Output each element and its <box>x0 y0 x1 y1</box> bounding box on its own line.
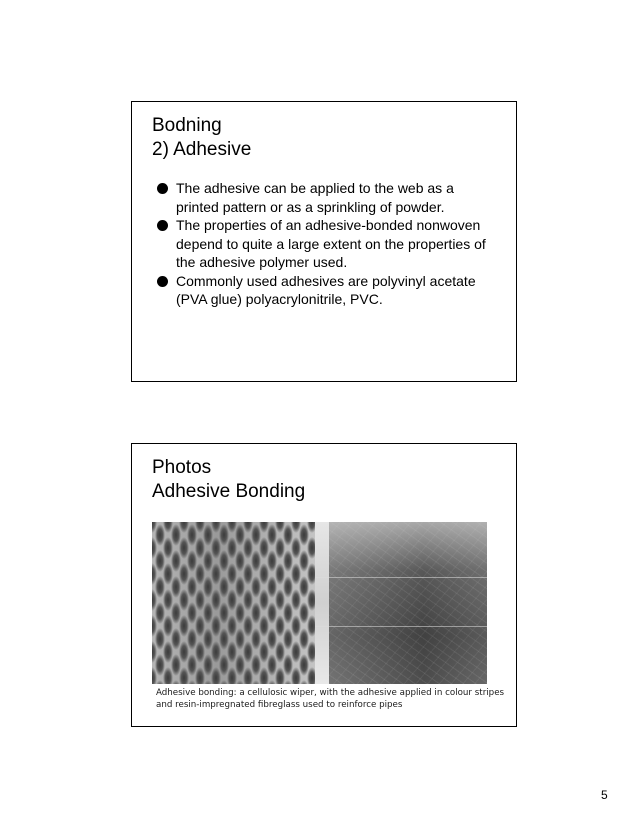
photo-scan-line <box>315 626 487 627</box>
bullet-dot-icon <box>157 183 168 194</box>
page-number: 5 <box>601 788 608 802</box>
photo-scan-line <box>315 577 487 578</box>
bullet-list <box>154 179 494 309</box>
slide-title-line-2: 2) Adhesive <box>152 139 252 160</box>
bullet-item <box>154 272 494 309</box>
bullet-text: Commonly used adhesives are polyvinyl acetate (PVA glue) polyacrylonitrile, PVC. <box>176 272 476 307</box>
bullet-dot-icon <box>157 276 168 287</box>
bullet-item <box>154 179 494 216</box>
bullet-text: The properties of an adhesive-bonded nonwoven depend to quite a large extent on the properties of the adhesive polymer used. <box>176 217 486 270</box>
slide-title <box>152 456 305 504</box>
slide-title <box>152 114 251 162</box>
slide-adhesive <box>131 101 517 382</box>
slide-title-line-1: Bodning <box>152 115 222 136</box>
photo-caption <box>156 687 516 711</box>
bullet-dot-icon <box>157 220 168 231</box>
caption-line-2: and resin-impregnated fibreglass used to reinforce pipes <box>156 700 403 710</box>
slide-title-line-1: Photos <box>152 457 212 478</box>
photo-composite <box>152 522 487 684</box>
bullet-text: The adhesive can be applied to the web as a printed pattern or as a sprinkling of powder. <box>176 180 454 215</box>
slide-title-line-2: Adhesive Bonding <box>152 481 306 502</box>
wiper-photo <box>152 522 315 684</box>
fibreglass-photo <box>329 522 487 684</box>
bullet-item <box>154 216 494 272</box>
caption-line-1: Adhesive bonding: a cellulosic wiper, with the adhesive applied in colour stripes <box>156 688 505 698</box>
photo-divider <box>315 522 329 684</box>
slide-photos <box>131 443 517 727</box>
